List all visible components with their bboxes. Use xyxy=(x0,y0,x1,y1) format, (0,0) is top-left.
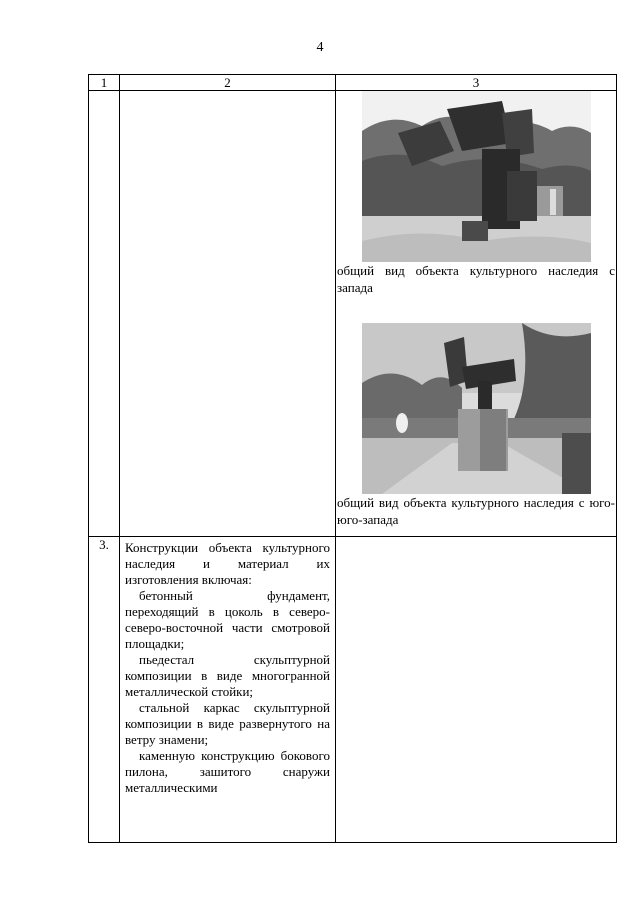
constructions-description-cell xyxy=(120,537,336,843)
photo-caption-west: общий вид объекта культурного наследия с запада xyxy=(337,263,615,295)
header-col-3: 3 xyxy=(336,75,617,91)
list-item: бетонный фундамент, переходящий в цоколь в северо-северо-восточной части смотровой площадки; xyxy=(125,588,330,651)
constructions-intro: Конструкции объекта культурного наследия и материал их изготовления включая: xyxy=(125,540,330,587)
header-col-2: 2 xyxy=(120,75,336,91)
list-item: пьедестал скульптурной композиции в виде многогранной металлической стойки; xyxy=(125,652,330,699)
row-number: 3. xyxy=(89,537,120,843)
heritage-table xyxy=(88,74,617,843)
header-row xyxy=(89,75,617,91)
monument-photo-west xyxy=(362,91,591,262)
monument-photo-south-southwest xyxy=(362,323,591,494)
table-row-photos xyxy=(89,91,617,537)
description-cell-empty xyxy=(120,91,336,537)
list-item: каменную конструкцию бокового пилона, зашитого снаружи металлическими xyxy=(125,748,330,795)
photos-cell xyxy=(336,91,617,537)
table-row-constructions xyxy=(89,537,617,843)
photo-caption-south-southwest: общий вид объекта культурного наследия с юго-юго-запада xyxy=(337,495,615,527)
page-number: 4 xyxy=(316,40,324,55)
list-item: стальной каркас скульптурной композиции в виде развернутого на ветру знамени; xyxy=(125,700,330,747)
constructions-empty-cell xyxy=(336,537,617,843)
header-col-1: 1 xyxy=(89,75,120,91)
row-number-cell-empty xyxy=(89,91,120,537)
